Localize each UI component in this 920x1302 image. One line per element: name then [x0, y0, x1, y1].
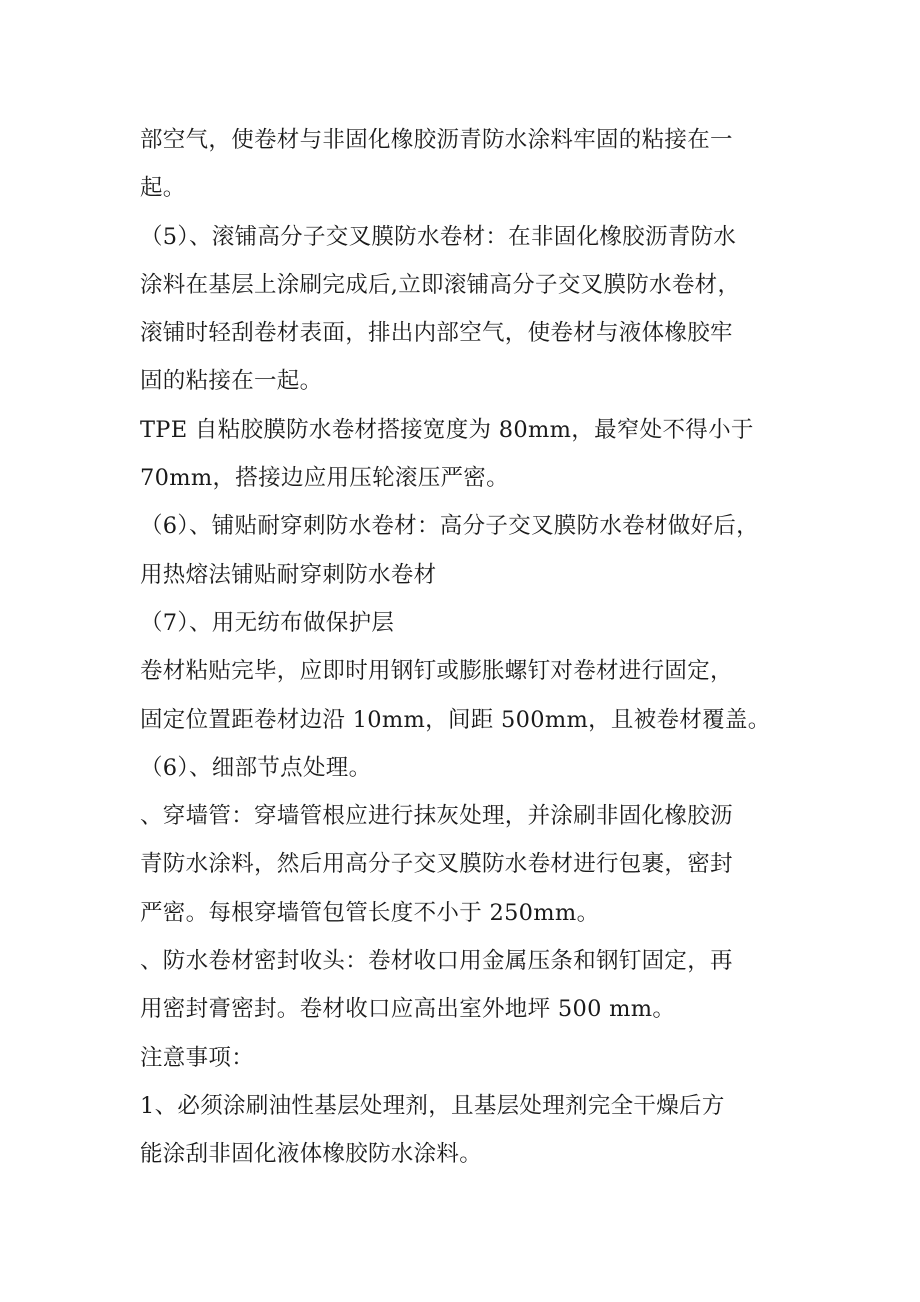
- text-line-18: 、防水卷材密封收头：卷材收口用金属压条和钢钉固定，再: [140, 948, 733, 975]
- text-line-20: 注意事项：: [140, 1044, 255, 1071]
- document-body: [140, 116, 810, 1179]
- text-line-1: 部空气，使卷材与非固化橡胶沥青防水涂料牢固的粘接在一: [140, 127, 733, 153]
- text-line-22: 能涂刮非固化液体橡胶防水涂料。: [140, 1141, 483, 1168]
- text-line-5: 滚铺时轻刮卷材表面，排出内部空气，使卷材与液体橡胶牢: [140, 320, 733, 347]
- text-line-13: 固定位置距卷材边沿 10mm，间距 500mm，且被卷材覆盖。: [140, 706, 771, 733]
- text-line-10: 用热熔法铺贴耐穿刺防水卷材: [140, 561, 437, 588]
- text-line-21: 1、必须涂刷油性基层处理剂，且基层处理剂完全干燥后方: [140, 1092, 725, 1119]
- text-line-6: 固的粘接在一起。: [140, 368, 323, 395]
- text-line-7: TPE 自粘胶膜防水卷材搭接宽度为 80mm，最窄处不得小于: [140, 416, 754, 443]
- text-line-11: （7）、用无纺布做保护层: [140, 609, 395, 636]
- text-line-16: 青防水涂料，然后用高分子交叉膜防水卷材进行包裹，密封: [140, 851, 733, 878]
- text-line-14: （6）、细部节点处理。: [140, 754, 372, 781]
- text-line-3: （5）、滚铺高分子交叉膜防水卷材：在非固化橡胶沥青防水: [140, 223, 737, 250]
- text-line-8: 70mm，搭接边应用压轮滚压严密。: [140, 465, 509, 492]
- text-line-2: 起。: [140, 175, 186, 202]
- text-line-15: 、穿墙管：穿墙管根应进行抹灰处理，并涂刷非固化橡胶沥: [140, 803, 733, 830]
- text-line-17: 严密。每根穿墙管包管长度不小于 250mm。: [140, 899, 600, 926]
- text-line-4: 涂料在基层上涂刷完成后,立即滚铺高分子交叉膜防水卷材，: [140, 271, 741, 298]
- text-line-19: 用密封膏密封。卷材收口应高出室外地坪 500 mm。: [140, 996, 676, 1023]
- text-line-12: 卷材粘贴完毕，应即时用钢钉或膨胀螺钉对卷材进行固定，: [140, 658, 733, 685]
- text-line-9: （6）、铺贴耐穿刺防水卷材：高分子交叉膜防水卷材做好后，: [140, 513, 759, 540]
